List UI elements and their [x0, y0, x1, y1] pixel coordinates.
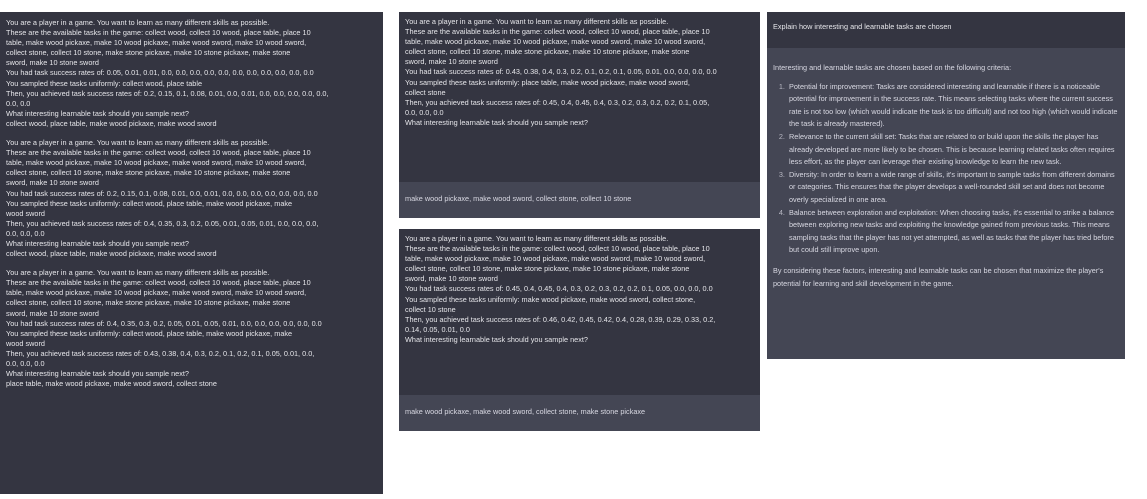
criteria-item: 3. Diversity: In order to learn a wide range of skills, it's important to sample tasks from different domains or categories. This ensures that the player develops a well-rounded skill set and does not become overly specialized in one area. — [787, 169, 1119, 207]
response-text: make wood pickaxe, make wood sword, collect stone, make stone pickaxe — [405, 407, 646, 416]
text-line: collect stone — [405, 87, 446, 97]
text-line: collect wood, place table, make wood pickaxe, make wood sword — [6, 118, 217, 128]
prompt-block-3 — [0, 268, 383, 389]
text-line: table, make wood pickaxe, make 10 wood pickaxe, make wood sword, make 10 wood sword, — [6, 288, 307, 298]
text-line: You sampled these tasks uniformly: place table, make wood pickaxe, make wood sword, — [405, 77, 690, 87]
text-line: You sampled these tasks uniformly: collect wood, place table, make wood pickaxe, make — [6, 198, 293, 208]
chat-panel-4-explanation — [767, 48, 1125, 359]
text-line: You had task success rates of: 0.2, 0.15, 0.1, 0.08, 0.01, 0.0, 0.01, 0.0, 0.0, 0.0, 0.0, 0.0, 0.0, 0.0 — [6, 188, 318, 198]
text-line: 0.0, 0.0, 0.0 — [6, 228, 45, 238]
question-text: Explain how interesting and learnable tasks are chosen — [773, 22, 952, 31]
text-line: You are a player in a game. You want to learn as many different skills as possible. — [6, 18, 270, 27]
text-line: sword, make 10 stone sword — [6, 178, 99, 188]
text-line: These are the available tasks in the game: collect wood, collect 10 wood, place table, place 10 — [405, 244, 710, 254]
criteria-item: 1. Potential for improvement: Tasks are considered interesting and learnable if there is a noticeable potential for improvement in the success rate. This means selecting tasks where the current success rate is not too low (which would indicate the task is too difficult) and not too high (which would indicate the task is already mastered). — [787, 81, 1119, 131]
text-line: table, make wood pickaxe, make 10 wood pickaxe, make wood sword, make 10 wood sword, — [6, 158, 307, 168]
text-line: Then, you achieved task success rates of: 0.43, 0.38, 0.4, 0.3, 0.2, 0.1, 0.2, 0.1, 0.05, 0.01, 0.0, — [6, 348, 315, 358]
chat-panel-1 — [0, 12, 383, 494]
criteria-item: 2. Relevance to the current skill set: Tasks that are related to or build upon the skills the player has already developed are more likely to be chosen. This is because learning related tasks often requires less effort, as the player can leverage their existing knowledge to learn the new task. — [787, 131, 1119, 169]
text-line: These are the available tasks in the game: collect wood, collect 10 wood, place table, place 10 — [6, 148, 311, 158]
prompt-block — [399, 229, 760, 345]
text-line: sword, make 10 stone sword — [6, 308, 99, 318]
text-line: What interesting learnable task should you sample next? — [405, 334, 588, 344]
text-line: 0.0, 0.0 — [6, 98, 31, 108]
chat-panel-2-response — [399, 182, 760, 218]
chat-panel-4-question — [767, 12, 1125, 48]
chat-panel-2-prompt — [399, 12, 760, 182]
prompt-block — [399, 12, 760, 128]
text-line: You sampled these tasks uniformly: make wood pickaxe, make wood sword, collect stone, — [405, 294, 696, 304]
text-line: table, make wood pickaxe, make 10 wood pickaxe, make wood sword, make 10 wood sword, — [405, 254, 706, 264]
text-line: You had task success rates of: 0.43, 0.38, 0.4, 0.3, 0.2, 0.1, 0.2, 0.1, 0.05, 0.01, 0.0, 0.0, 0.0, 0.0 — [405, 67, 717, 77]
text-line: wood sword — [6, 338, 45, 348]
response-text: make wood pickaxe, make wood sword, collect stone, collect 10 stone — [405, 194, 632, 203]
text-line: collect stone, collect 10 stone, make stone pickaxe, make 10 stone pickaxe, make stone — [6, 168, 291, 178]
text-line: Then, you achieved task success rates of: 0.4, 0.35, 0.3, 0.2, 0.05, 0.01, 0.05, 0.01, 0.0, 0.0, 0.0, — [6, 218, 319, 228]
text-line: What interesting learnable task should you sample next? — [6, 369, 189, 379]
text-line: collect 10 stone — [405, 304, 456, 314]
chat-panel-3-response — [399, 395, 760, 431]
explanation — [767, 48, 1125, 290]
text-line: wood sword — [6, 208, 45, 218]
text-line: 0.0, 0.0, 0.0 — [6, 359, 45, 368]
text-line: collect stone, collect 10 stone, make stone pickaxe, make 10 stone pickaxe, make stone — [405, 47, 690, 57]
text-line: place table, make wood pickaxe, make wood sword, collect stone — [6, 379, 217, 389]
text-line: collect stone, collect 10 stone, make stone pickaxe, make 10 stone pickaxe, make stone — [6, 48, 291, 58]
text-line: You are a player in a game. You want to learn as many different skills as possible. — [6, 268, 270, 278]
text-line: collect wood, place table, make wood pickaxe, make wood sword — [6, 249, 217, 259]
text-line: You are a player in a game. You want to learn as many different skills as possible. — [405, 17, 669, 26]
text-line: You had task success rates of: 0.4, 0.35, 0.3, 0.2, 0.05, 0.01, 0.05, 0.01, 0.0, 0.0, 0.0, 0.0, 0.0, 0.0 — [6, 318, 322, 328]
text-line: You had task success rates of: 0.05, 0.01, 0.01, 0.0, 0.0, 0.0, 0.0, 0.0, 0.0, 0.0, 0.0, 0.0, 0.0, 0.0 — [6, 68, 314, 78]
criteria-item: 4. Balance between exploration and exploitation: When choosing tasks, it's essential to strike a balance between exploring new tasks and exploiting the knowledge gained from previous tasks. This means sampling tasks that the player has not yet attempted, as well as tasks that the player has tried before but could still improve upon. — [787, 207, 1119, 257]
text-line: What interesting learnable task should you sample next? — [6, 238, 189, 248]
text-line: table, make wood pickaxe, make 10 wood pickaxe, make wood sword, make 10 wood sword, — [405, 37, 706, 47]
text-line: What interesting learnable task should you sample next? — [405, 117, 588, 127]
text-line: You are a player in a game. You want to learn as many different skills as possible. — [405, 234, 669, 243]
explanation-intro: Interesting and learnable tasks are chosen based on the following criteria: — [773, 63, 1012, 72]
text-line: You are a player in a game. You want to learn as many different skills as possible. — [6, 138, 270, 148]
text-line: These are the available tasks in the game: collect wood, collect 10 wood, place table, place 10 — [6, 28, 311, 38]
text-line: 0.14, 0.05, 0.01, 0.0 — [405, 324, 470, 334]
text-line: These are the available tasks in the game: collect wood, collect 10 wood, place table, place 10 — [6, 278, 311, 288]
text-line: collect stone, collect 10 stone, make stone pickaxe, make 10 stone pickaxe, make stone — [405, 264, 690, 274]
text-line: You sampled these tasks uniformly: collect wood, place table, make wood pickaxe, make — [6, 328, 293, 338]
criteria-list — [773, 81, 1119, 257]
text-line: Then, you achieved task success rates of: 0.2, 0.15, 0.1, 0.08, 0.01, 0.0, 0.01, 0.0, 0.0, 0.0, 0.0, 0.0, — [6, 88, 329, 98]
text-line: Then, you achieved task success rates of: 0.45, 0.4, 0.45, 0.4, 0.3, 0.2, 0.3, 0.2, 0.2, 0.1, 0.05, — [405, 97, 710, 107]
text-line: sword, make 10 stone sword — [405, 274, 498, 284]
text-line: You had task success rates of: 0.45, 0.4, 0.45, 0.4, 0.3, 0.2, 0.3, 0.2, 0.2, 0.1, 0.05, 0.0, 0.0, 0.0 — [405, 284, 713, 294]
text-line: 0.0, 0.0, 0.0 — [405, 107, 444, 117]
explanation-conclusion: By considering these factors, interesting and learnable tasks can be chosen that maximize the player's potential for learning and skill development in the game. — [773, 265, 1104, 288]
text-line: You sampled these tasks uniformly: collect wood, place table — [6, 78, 203, 88]
text-line: Then, you achieved task success rates of: 0.46, 0.42, 0.45, 0.42, 0.4, 0.28, 0.39, 0.29, 0.33, 0.2, — [405, 314, 716, 324]
text-line: sword, make 10 stone sword — [405, 57, 498, 67]
text-line: sword, make 10 stone sword — [6, 58, 99, 68]
text-line: These are the available tasks in the game: collect wood, collect 10 wood, place table, place 10 — [405, 27, 710, 37]
prompt-block-1 — [0, 18, 383, 129]
chat-panel-3-prompt — [399, 229, 760, 395]
text-line: table, make wood pickaxe, make 10 wood pickaxe, make wood sword, make 10 wood sword, — [6, 38, 307, 48]
prompt-block-2 — [0, 138, 383, 259]
text-line: collect stone, collect 10 stone, make stone pickaxe, make 10 stone pickaxe, make stone — [6, 298, 291, 308]
text-line: What interesting learnable task should you sample next? — [6, 108, 189, 118]
